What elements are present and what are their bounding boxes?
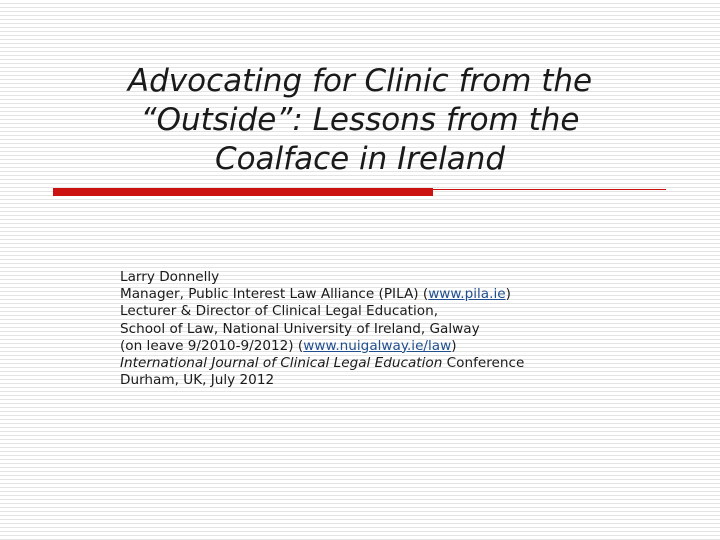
pila-link[interactable]: www.pila.ie xyxy=(428,286,506,303)
nuig-link[interactable]: www.nuigalway.ie/law xyxy=(303,337,452,354)
role-pila-close: ) xyxy=(505,286,511,303)
role-pila-text: Manager, Public Interest Law Alliance (PILA) ( xyxy=(120,286,429,303)
title-line-2: “Outside”: Lessons from the xyxy=(140,102,580,138)
presenter-role-pila xyxy=(120,286,680,303)
title-underline-thin xyxy=(433,189,666,190)
presenter-role-lecturer: Lecturer & Director of Clinical Legal Education, xyxy=(120,303,439,320)
presenter-affiliation: School of Law, National University of Ireland, Galway xyxy=(120,320,480,337)
journal-name: International Journal of Clinical Legal Education xyxy=(120,355,443,372)
presenter-name: Larry Donnelly xyxy=(120,269,220,285)
title-underline-thick xyxy=(53,188,433,196)
leave-text: (on leave 9/2010-9/2012) ( xyxy=(120,337,304,354)
title-line-1: Advocating for Clinic from the xyxy=(127,63,593,99)
leave-close: ) xyxy=(451,337,457,354)
conference-location: Durham, UK, July 2012 xyxy=(120,372,275,389)
conference-line xyxy=(120,355,680,372)
presenter-leave xyxy=(120,338,680,355)
conference-label: Conference xyxy=(442,355,525,372)
slide-title xyxy=(60,62,660,179)
title-line-3: Coalface in Ireland xyxy=(214,141,506,177)
presenter-info xyxy=(120,269,680,389)
